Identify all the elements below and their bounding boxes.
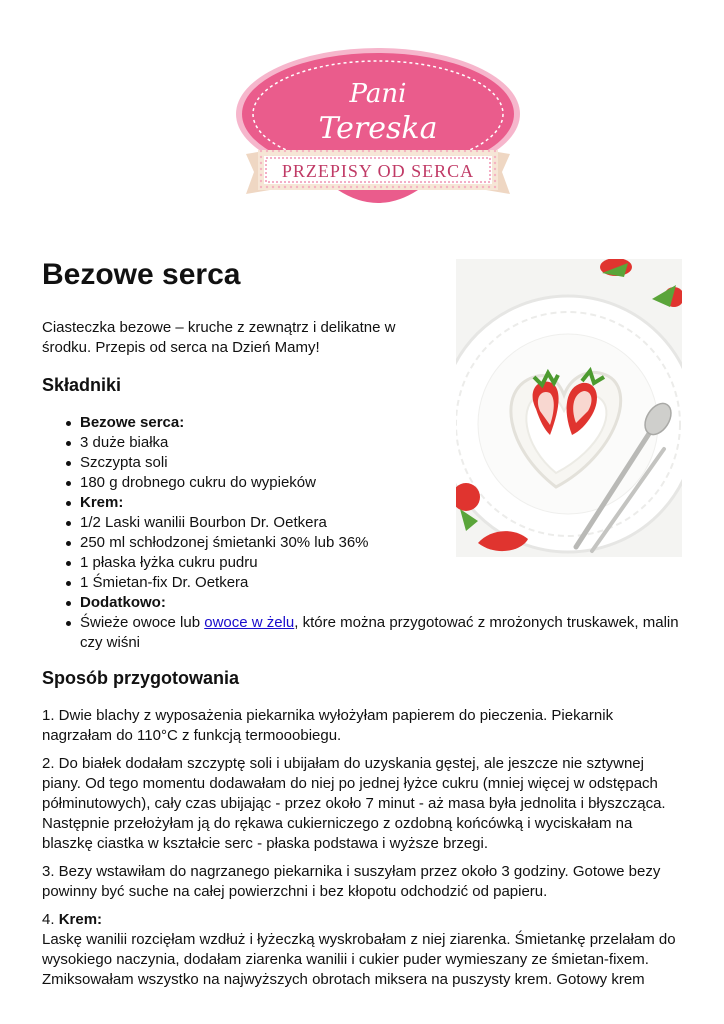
ingredient-text: Świeże owoce lub xyxy=(80,614,205,631)
ingredient-item: Szczypta soli xyxy=(42,453,682,473)
ingredient-item: 1/2 Laski wanilii Bourbon Dr. Oetkera xyxy=(42,513,682,533)
step-4 xyxy=(42,910,682,990)
preparation-steps xyxy=(42,706,682,998)
ingredient-item: 3 duże białka xyxy=(42,433,682,453)
ingredient-group-heading: Krem: xyxy=(42,493,682,513)
ingredient-group-heading: Bezowe serca: xyxy=(42,413,682,433)
logo-graphic xyxy=(228,46,528,216)
ingredient-text: , które można przygotować z mrożonych truskawek, malin czy wiśni xyxy=(80,614,679,651)
ingredient-item: 1 Śmietan-fix Dr. Oetkera xyxy=(42,573,682,593)
recipe-intro: Ciasteczka bezowe – kruche z zewnątrz i delikatne w środku. Przepis od serca na Dzień Mamy! xyxy=(42,319,396,356)
step-4-text: Laskę wanilii rozcięłam wzdłuż i łyżeczką wyskrobałam z niej ziarenka. Śmietankę przelałam do wysokiego naczynia, dodałam ziarenka wanilii i cukier puder wymieszany ze śmietan-fixem. Zmiksowałam wszystko na najwyższych obrotach miksera na puszysty krem. Gotowy krem xyxy=(42,931,676,988)
logo-line2: Tereska xyxy=(318,111,438,146)
fruit-jelly-link[interactable]: owoce w żelu xyxy=(204,614,295,631)
recipe-title: Bezowe serca xyxy=(42,258,241,291)
step-4-number: 4. xyxy=(42,911,59,928)
ingredient-item: 180 g drobnego cukru do wypieków xyxy=(42,473,682,493)
preparation-heading: Sposób przygotowania xyxy=(42,668,240,688)
site-logo[interactable] xyxy=(228,46,528,216)
logo-tagline: PRZEPISY OD SERCA xyxy=(281,161,475,181)
step-1: 1. Dwie blachy z wyposażenia piekarnika wyłożyłam papierem do pieczenia. Piekarnik nagrzałam do 110°C z funkcją termooobiegu. xyxy=(42,707,614,744)
ingredient-item: 250 ml schłodzonej śmietanki 30% lub 36% xyxy=(42,533,682,553)
ingredients-heading: Składniki xyxy=(42,375,122,395)
step-3: 3. Bezy wstawiłam do nagrzanego piekarnika i suszyłam przez około 3 godziny. Gotowe bezy powinny być suche na całej powierzchni i bez kłopotu odchodzić od papieru. xyxy=(42,863,661,900)
logo-line1: Pani xyxy=(349,79,407,109)
ingredient-group-heading: Dodatkowo: xyxy=(42,593,682,613)
ingredient-item xyxy=(42,613,682,653)
step-2: 2. Do białek dodałam szczyptę soli i ubijałam do uzyskania gęstej, ale jeszcze nie sztywnej piany. Od tego momentu dodawałam do niej po jednej łyżce cukru (mniej więcej w odstępach półminutowych), cały czas ubijając - przez około 7 minut - aż masa była jednolita i błyszcząca. Następnie przełożyłam ją do rękawa cukierniczego z ozdobną końcówką i wyciskałam na blaszkę ciastka w kształcie serc - płaska podstawa i wyższe brzegi. xyxy=(42,755,666,852)
ingredient-item: 1 płaska łyżka cukru pudru xyxy=(42,553,682,573)
step-4-heading: Krem: xyxy=(58,911,103,928)
ingredients-list xyxy=(42,413,682,653)
